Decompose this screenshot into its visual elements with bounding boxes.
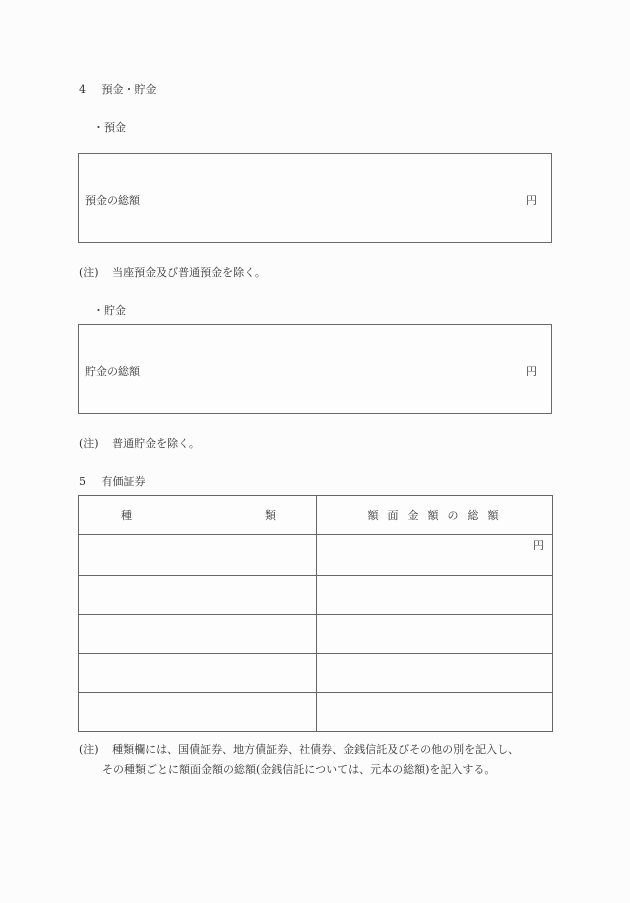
- deposit-unit-yen: 円: [526, 194, 537, 207]
- amount-unit-yen: 円: [533, 539, 544, 552]
- savings-note-prefix: (注): [79, 437, 99, 450]
- table-row: [79, 693, 553, 732]
- deposit-note: [79, 264, 266, 280]
- amount-cell[interactable]: [317, 576, 553, 615]
- type-cell[interactable]: [79, 535, 317, 576]
- amount-cell[interactable]: [317, 654, 553, 693]
- savings-total-box: [78, 324, 552, 414]
- deposit-note-prefix: (注): [79, 266, 99, 279]
- section-5-title: 有価証券: [101, 475, 146, 488]
- deposit-total-box: [78, 153, 552, 243]
- savings-subheading: ・貯金: [93, 304, 126, 317]
- savings-unit-yen: 円: [526, 365, 537, 378]
- securities-header-row: [79, 496, 553, 535]
- savings-note-text: 普通貯金を除く。: [112, 437, 200, 450]
- header-type-right: 類: [265, 509, 276, 522]
- header-type: [79, 496, 317, 535]
- savings-note: [79, 435, 200, 451]
- section-4-title: 預金・貯金: [101, 83, 157, 96]
- table-row: [79, 615, 553, 654]
- section-5-heading: [79, 473, 146, 489]
- deposit-note-text: 当座預金及び普通預金を除く。: [112, 266, 266, 279]
- section-5-number: 5: [79, 475, 86, 488]
- securities-note-text1: 種類欄には、国債証券、地方債証券、社債券、金銭信託及びその他の別を記入し、: [112, 743, 520, 756]
- securities-note-line1: [79, 741, 519, 757]
- section-4-number: 4: [79, 83, 86, 96]
- type-cell[interactable]: [79, 654, 317, 693]
- section-4-heading: [79, 81, 157, 97]
- securities-table: [78, 495, 553, 732]
- deposit-subheading: ・預金: [93, 121, 126, 134]
- type-cell[interactable]: [79, 615, 317, 654]
- amount-cell[interactable]: [317, 693, 553, 732]
- securities-note-line2: その種類ごとに額面金額の総額(金銭信託については、元本の総額)を記入する。: [102, 763, 496, 776]
- table-row: [79, 535, 553, 576]
- securities-note-prefix: (注): [79, 743, 99, 756]
- amount-cell[interactable]: [317, 535, 553, 576]
- savings-total-label: 貯金の総額: [85, 365, 140, 378]
- type-cell[interactable]: [79, 576, 317, 615]
- deposit-total-label: 預金の総額: [85, 194, 140, 207]
- header-type-left: 種: [121, 509, 132, 522]
- amount-cell[interactable]: [317, 615, 553, 654]
- table-row: [79, 576, 553, 615]
- header-total-face-value: 額面金額の総額: [317, 496, 553, 535]
- table-row: [79, 654, 553, 693]
- type-cell[interactable]: [79, 693, 317, 732]
